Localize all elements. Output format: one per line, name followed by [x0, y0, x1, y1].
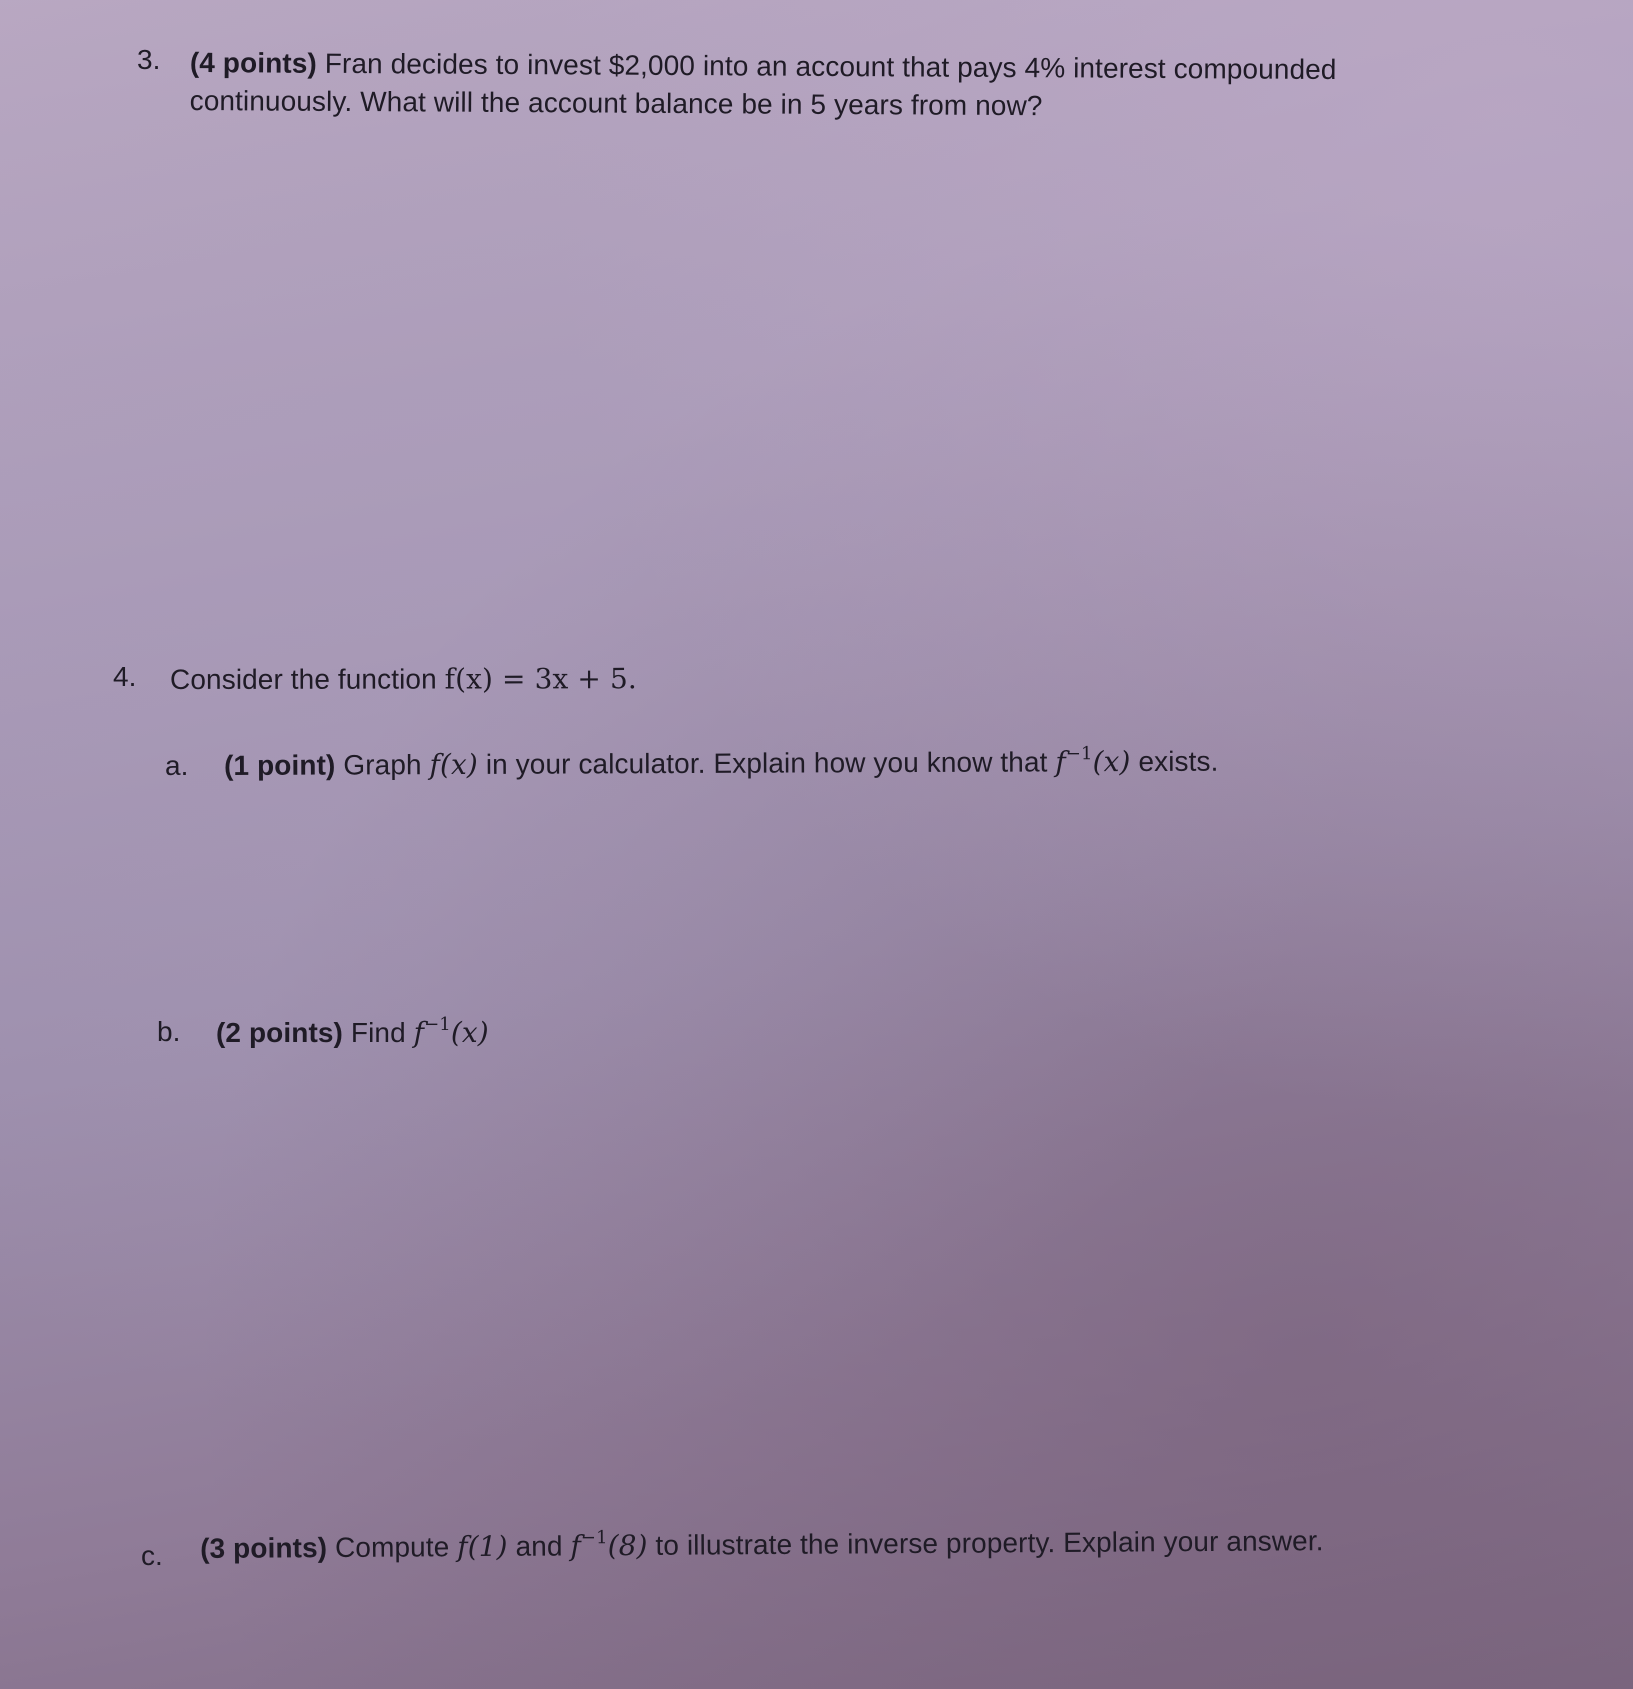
part-a-text-1: Graph: [343, 749, 430, 781]
part-c-text: [200, 1522, 1324, 1568]
part-b-text-1: Find: [350, 1017, 414, 1048]
part-a-fx: f(x): [429, 747, 478, 782]
part-b-inverse-exponent: −1: [424, 1014, 451, 1035]
part-a-label: a.: [165, 750, 189, 781]
part-b-inverse-f: f: [413, 1016, 425, 1049]
question-3-points: (4 points): [189, 46, 317, 79]
part-c-label: c.: [141, 1540, 163, 1571]
part-c-inverse-f: f: [570, 1529, 582, 1563]
part-c-text-1: Compute: [334, 1531, 458, 1564]
part-a-inverse-exponent: −1: [1065, 743, 1093, 765]
part-c-inverse: [570, 1529, 647, 1563]
question-4-intro-text: Consider the function: [170, 663, 445, 695]
part-a-inverse: [1055, 745, 1130, 778]
part-a-math-fx: [429, 748, 478, 781]
part-c-points: (3 points): [200, 1532, 328, 1564]
part-b-label: b.: [157, 1016, 181, 1047]
part-a-inverse-f: f: [1055, 745, 1066, 779]
question-3-line-1: Fran decides to invest $2,000 into an account that pays 4% interest compounded: [324, 47, 1337, 86]
part-c-f1-expr: f(1): [457, 1529, 508, 1564]
part-c-f1: [457, 1530, 508, 1563]
part-a-text-3: exists.: [1130, 745, 1219, 778]
question-3-number: 3.: [137, 44, 161, 75]
part-b-points: (2 points): [216, 1017, 343, 1048]
part-a-text-2: in your calculator. Explain how you know that: [477, 746, 1056, 780]
question-3-line-2: continuously. What will the account balance be in 5 years from now?: [189, 84, 1043, 122]
part-c-inverse-exponent: −1: [580, 1527, 608, 1549]
question-3-text: [190, 44, 1420, 128]
part-b-inverse-arg: (x): [450, 1016, 489, 1049]
question-4-function: f(x) = 3x + 5.: [444, 662, 637, 696]
question-4-number: 4.: [113, 661, 137, 692]
question-4-intro: [170, 660, 637, 699]
part-b-text: [216, 1014, 489, 1052]
part-c-text-2: and: [507, 1530, 571, 1562]
part-c-text-3: to illustrate the inverse property. Explain your answer.: [647, 1525, 1324, 1561]
part-c-inverse-arg: (8): [607, 1528, 648, 1563]
part-a-points: (1 point): [224, 749, 336, 781]
part-a-inverse-arg: (x): [1092, 745, 1131, 779]
part-a-text: [224, 743, 1219, 785]
part-b-inverse: [414, 1016, 489, 1049]
